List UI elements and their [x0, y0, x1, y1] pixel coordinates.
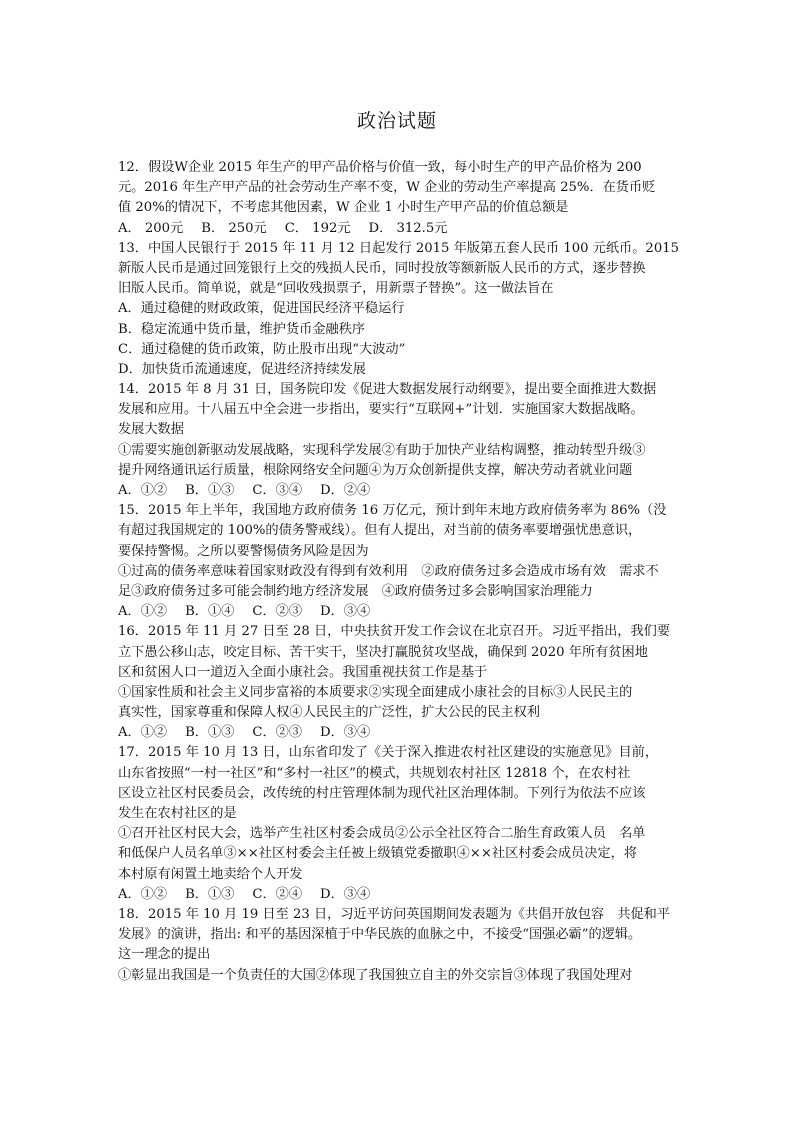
question-line: 要保持警惕。之所以要警惕债务风险是因为	[118, 543, 369, 559]
answer-option: A． 200元	[118, 220, 184, 236]
answer-option: A．①②	[118, 886, 168, 902]
answer-option: B．①④	[185, 604, 235, 620]
page-title: 政治试题	[356, 110, 437, 132]
question-line: 值 20%的情况下，不考虑其他因素，W 企业 1 小时生产甲产品的价值总额是	[118, 200, 569, 216]
question-line: 有超过我国规定的 100%的债务警戒线）。但有人提出，对当前的债务率要增强忧患意识，	[118, 523, 642, 539]
question-line: D．加快货币流通速度，促进经济持续发展	[118, 361, 366, 377]
question-line: 区和贫困人口一道迈入全面小康社会。我国重视扶贫工作是基于	[118, 664, 488, 680]
answer-option: A．①②	[118, 604, 168, 620]
question-line: 和低保户人员名单③××社区村委会主任被上级镇党委撤职④××社区村委会成员决定，将	[118, 846, 637, 862]
question-block	[118, 622, 680, 743]
question-line: 新版人民币是通过回笼银行上交的残损人民币，同时投放等额新版人民币的方式，逐步替换	[118, 260, 646, 276]
question-line: 发生在农村社区的是	[118, 806, 237, 821]
answer-options	[118, 602, 680, 622]
answer-options	[118, 885, 680, 905]
question-line: 发展》的演讲，指出: 和平的基因深植于中华民族的血脉之中，不接受“国强必霸”的逻辑。	[118, 927, 642, 943]
question-line: 17．2015 年 10 月 13 日，山东省印发了《关于深入推进农村社区建设的实施意见》目前，	[118, 745, 659, 761]
question-line: 14．2015 年 8 月 31 日，国务院印发《促进大数据发展行动纲要》，提出要全面推进大数据	[118, 382, 657, 398]
question-line: 区设立社区村民委员会，改传统的村庄管理体制为现代社区治理体制。下列行为依法不应该	[118, 785, 646, 801]
answer-option: D．②④	[320, 483, 371, 498]
question-line: 立下愚公移山志，咬定目标、苦干实干，坚决打赢脱贫攻坚战，确保到 2020 年所有贫困地	[118, 644, 648, 660]
question-line: 提升网络通讯运行质量，根除网络安全问题④为万众创新提供支撑，解决劳动者就业问题	[118, 462, 633, 478]
answer-option: B．①③	[185, 886, 235, 902]
question-line: 山东省按照“一村一社区”和“多村一社区”的模式，共规划农村社区 12818 个，在农村社	[118, 765, 631, 781]
question-line: 发展大数据	[118, 422, 184, 438]
question-block	[118, 380, 680, 501]
answer-options	[118, 481, 680, 501]
question-line: B．稳定流通中货币量，维护货币金融秩序	[118, 321, 366, 337]
question-line: ①召开社区村民大会，选举产生社区村委会成员②公示全社区符合二胎生育政策人员 名单	[118, 826, 646, 842]
question-line: C．通过稳健的货币政策，防止股市出现“大波动”	[118, 341, 406, 357]
question-block	[118, 743, 680, 905]
question-line: 这一理念的提出	[118, 947, 211, 963]
question-line: ①国家性质和社会主义同步富裕的本质要求②实现全面建成小康社会的目标③人民民主的	[118, 684, 633, 700]
question-line: 16．2015 年 11 月 27 日至 28 日，中央扶贫开发工作会议在北京召开。习近平指出，我们要	[118, 624, 671, 640]
question-line: 足③政府债务过多可能会制约地方经济发展 ④政府债务过多会影响国家治理能力	[118, 583, 593, 599]
answer-option: C．②③	[252, 604, 303, 620]
question-line: ①需要实施创新驱动发展战略，实现科学发展②有助于加快产业结构调整，推动转型升级③	[118, 442, 646, 458]
question-line: 发展和应用。十八届五中全会进一步指出，要实行“互联网+”计划．实施国家大数据战略。	[118, 402, 644, 418]
answer-option: B．①③	[185, 483, 235, 498]
question-line: A．通过稳健的财政政策，促进国民经济平稳运行	[118, 301, 405, 317]
answer-option: C．③④	[252, 483, 303, 498]
question-line: 18．2015 年 10 月 19 日至 23 日，习近平访问英国期间发表题为《共倡开放包容 共促和平	[118, 906, 671, 922]
answer-option: D．③④	[320, 604, 371, 620]
question-line: 本村原有闲置土地卖给个人开发	[118, 866, 303, 882]
answer-option: D． 312.5元	[368, 220, 448, 236]
answer-option: B．①③	[185, 725, 235, 741]
question-line: 15．2015 年上半年，我国地方政府债务 16 万亿元，预计到年末地方政府债务率为 86%（没	[118, 503, 667, 519]
answer-option: C．②④	[252, 886, 303, 902]
question-line: 13．中国人民银行于 2015 年 11 月 12 日起发行 2015 年版第五套人民币 100 元纸币。2015	[118, 240, 679, 256]
answer-option: C．②③	[252, 725, 303, 741]
question-line: 真实性，国家尊重和保障人权④人民民主的广泛性，扩大公民的民主权利	[118, 705, 540, 721]
question-block	[118, 158, 680, 239]
answer-option: A．①②	[118, 483, 168, 498]
exam-body	[118, 158, 680, 986]
answer-option: C． 192元	[284, 220, 351, 236]
question-block	[118, 239, 680, 380]
question-line: ①过高的债务率意味着国家财政没有得到有效利用 ②政府债务过多会造成市场有效 需求不	[118, 563, 659, 579]
answer-option: A．①②	[118, 725, 168, 741]
answer-option: D．③④	[320, 725, 371, 741]
question-block	[118, 501, 680, 622]
answer-options	[118, 723, 680, 743]
question-line: ①彰显出我国是一个负责任的大国②体现了我国独立自主的外交宗旨③体现了我国处理对	[118, 967, 633, 983]
answer-options	[118, 219, 680, 239]
question-line: 元。2016 年生产甲产品的社会劳动生产率不变，W 企业的劳动生产率提高 25%．在货币贬	[118, 180, 656, 196]
question-block	[118, 905, 680, 986]
question-line: 12．假设W企业 2015 年生产的甲产品价格与价值一致，每小时生产的甲产品价格为 200	[118, 160, 642, 175]
answer-option: D．③④	[320, 886, 371, 902]
answer-option: B． 250元	[201, 220, 267, 236]
question-line: 旧版人民币。简单说，就是“回收残损票子，用新票子替换”。这一做法旨在	[118, 281, 554, 297]
